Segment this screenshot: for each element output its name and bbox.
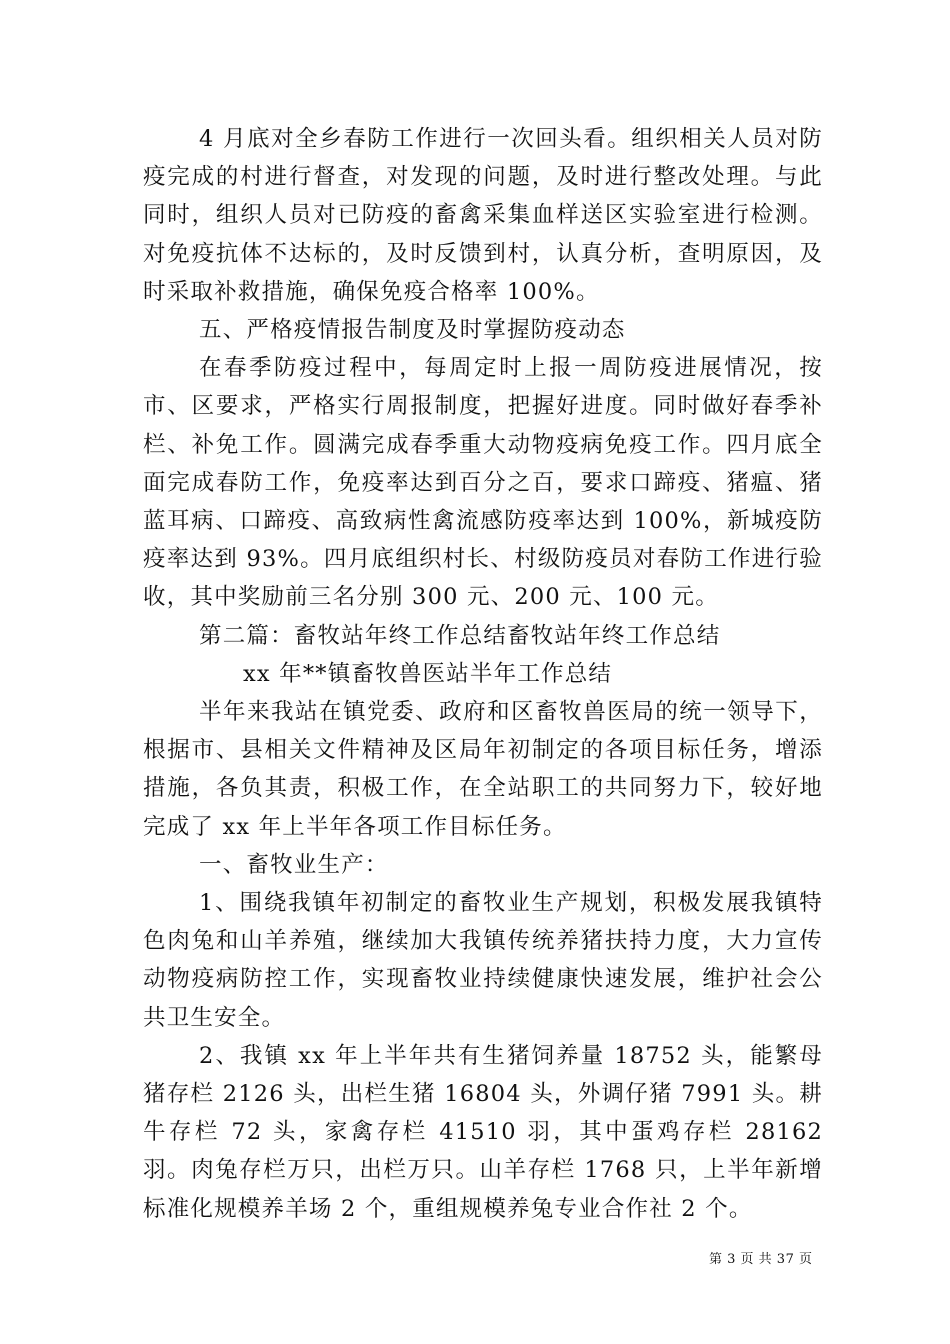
page-number-footer: 第 3 页 共 37 页 [709,1252,813,1267]
heading-second-article: 第二篇：畜牧站年终工作总结畜牧站年终工作总结 [199,622,721,649]
article-title: xx 年**镇畜牧兽医站半年工作总结 [243,660,613,687]
paragraph-production-plan: 1、围绕我镇年初制定的畜牧业生产规划，积极发展我镇特色肉兔和山羊养殖，继续加大我镇传统养猪扶持力度，大力宣传动物疫病防控工作，实现畜牧业持续健康快速发展，维护社会公共卫生安全。 [143,890,823,1031]
heading-epidemic-report: 五、严格疫情报告制度及时掌握防疫动态 [199,317,626,344]
document-body [143,120,823,1228]
paragraph-production-stats: 2、我镇 xx 年上半年共有生猪饲养量 18752 头，能繁母猪存栏 2126 头，出栏生猪 16804 头，外调仔猪 7991 头。耕牛存栏 72 头，家禽存栏 41510 羽，其中蛋鸡存栏 28162 羽。肉兔存栏万只，出栏万只。山羊存栏 1768 只，上半年新增标准化规模养羊场 2 个，重组规模养兔专业合作社 2 个。 [143,1042,823,1222]
paragraph-spring-progress: 在春季防疫过程中，每周定时上报一周防疫进展情况，按市、区要求，严格实行周报制度，把握好进度。同时做好春季补栏、补免工作。圆满完成春季重大动物疫病免疫工作。四月底全面完成春防工作，免疫率达到百分之百，要求口蹄疫、猪瘟、猪蓝耳病、口蹄疫、高致病性禽流感防疫率达到 100%，新城疫防疫率达到 93%。四月底组织村长、村级防疫员对春防工作进行验收，其中奖励前三名分别 300 元、200 元、100 元。 [143,355,823,611]
paragraph-half-year-intro: 半年来我站在镇党委、政府和区畜牧兽医局的统一领导下，根据市、县相关文件精神及区局年初制定的各项目标任务，增添措施，各负其责，积极工作，在全站职工的共同努力下，较好地完成了 xx 年上半年各项工作目标任务。 [143,699,823,840]
paragraph-spring-review: 4 月底对全乡春防工作进行一次回头看。组织相关人员对防疫完成的村进行督查，对发现的问题，及时进行整改处理。与此同时，组织人员对已防疫的畜禽采集血样送区实验室进行检测。对免疫抗体不达标的，及时反馈到村，认真分析，查明原因，及时采取补救措施，确保免疫合格率 100%。 [143,126,823,305]
heading-livestock-production: 一、畜牧业生产： [199,851,389,878]
